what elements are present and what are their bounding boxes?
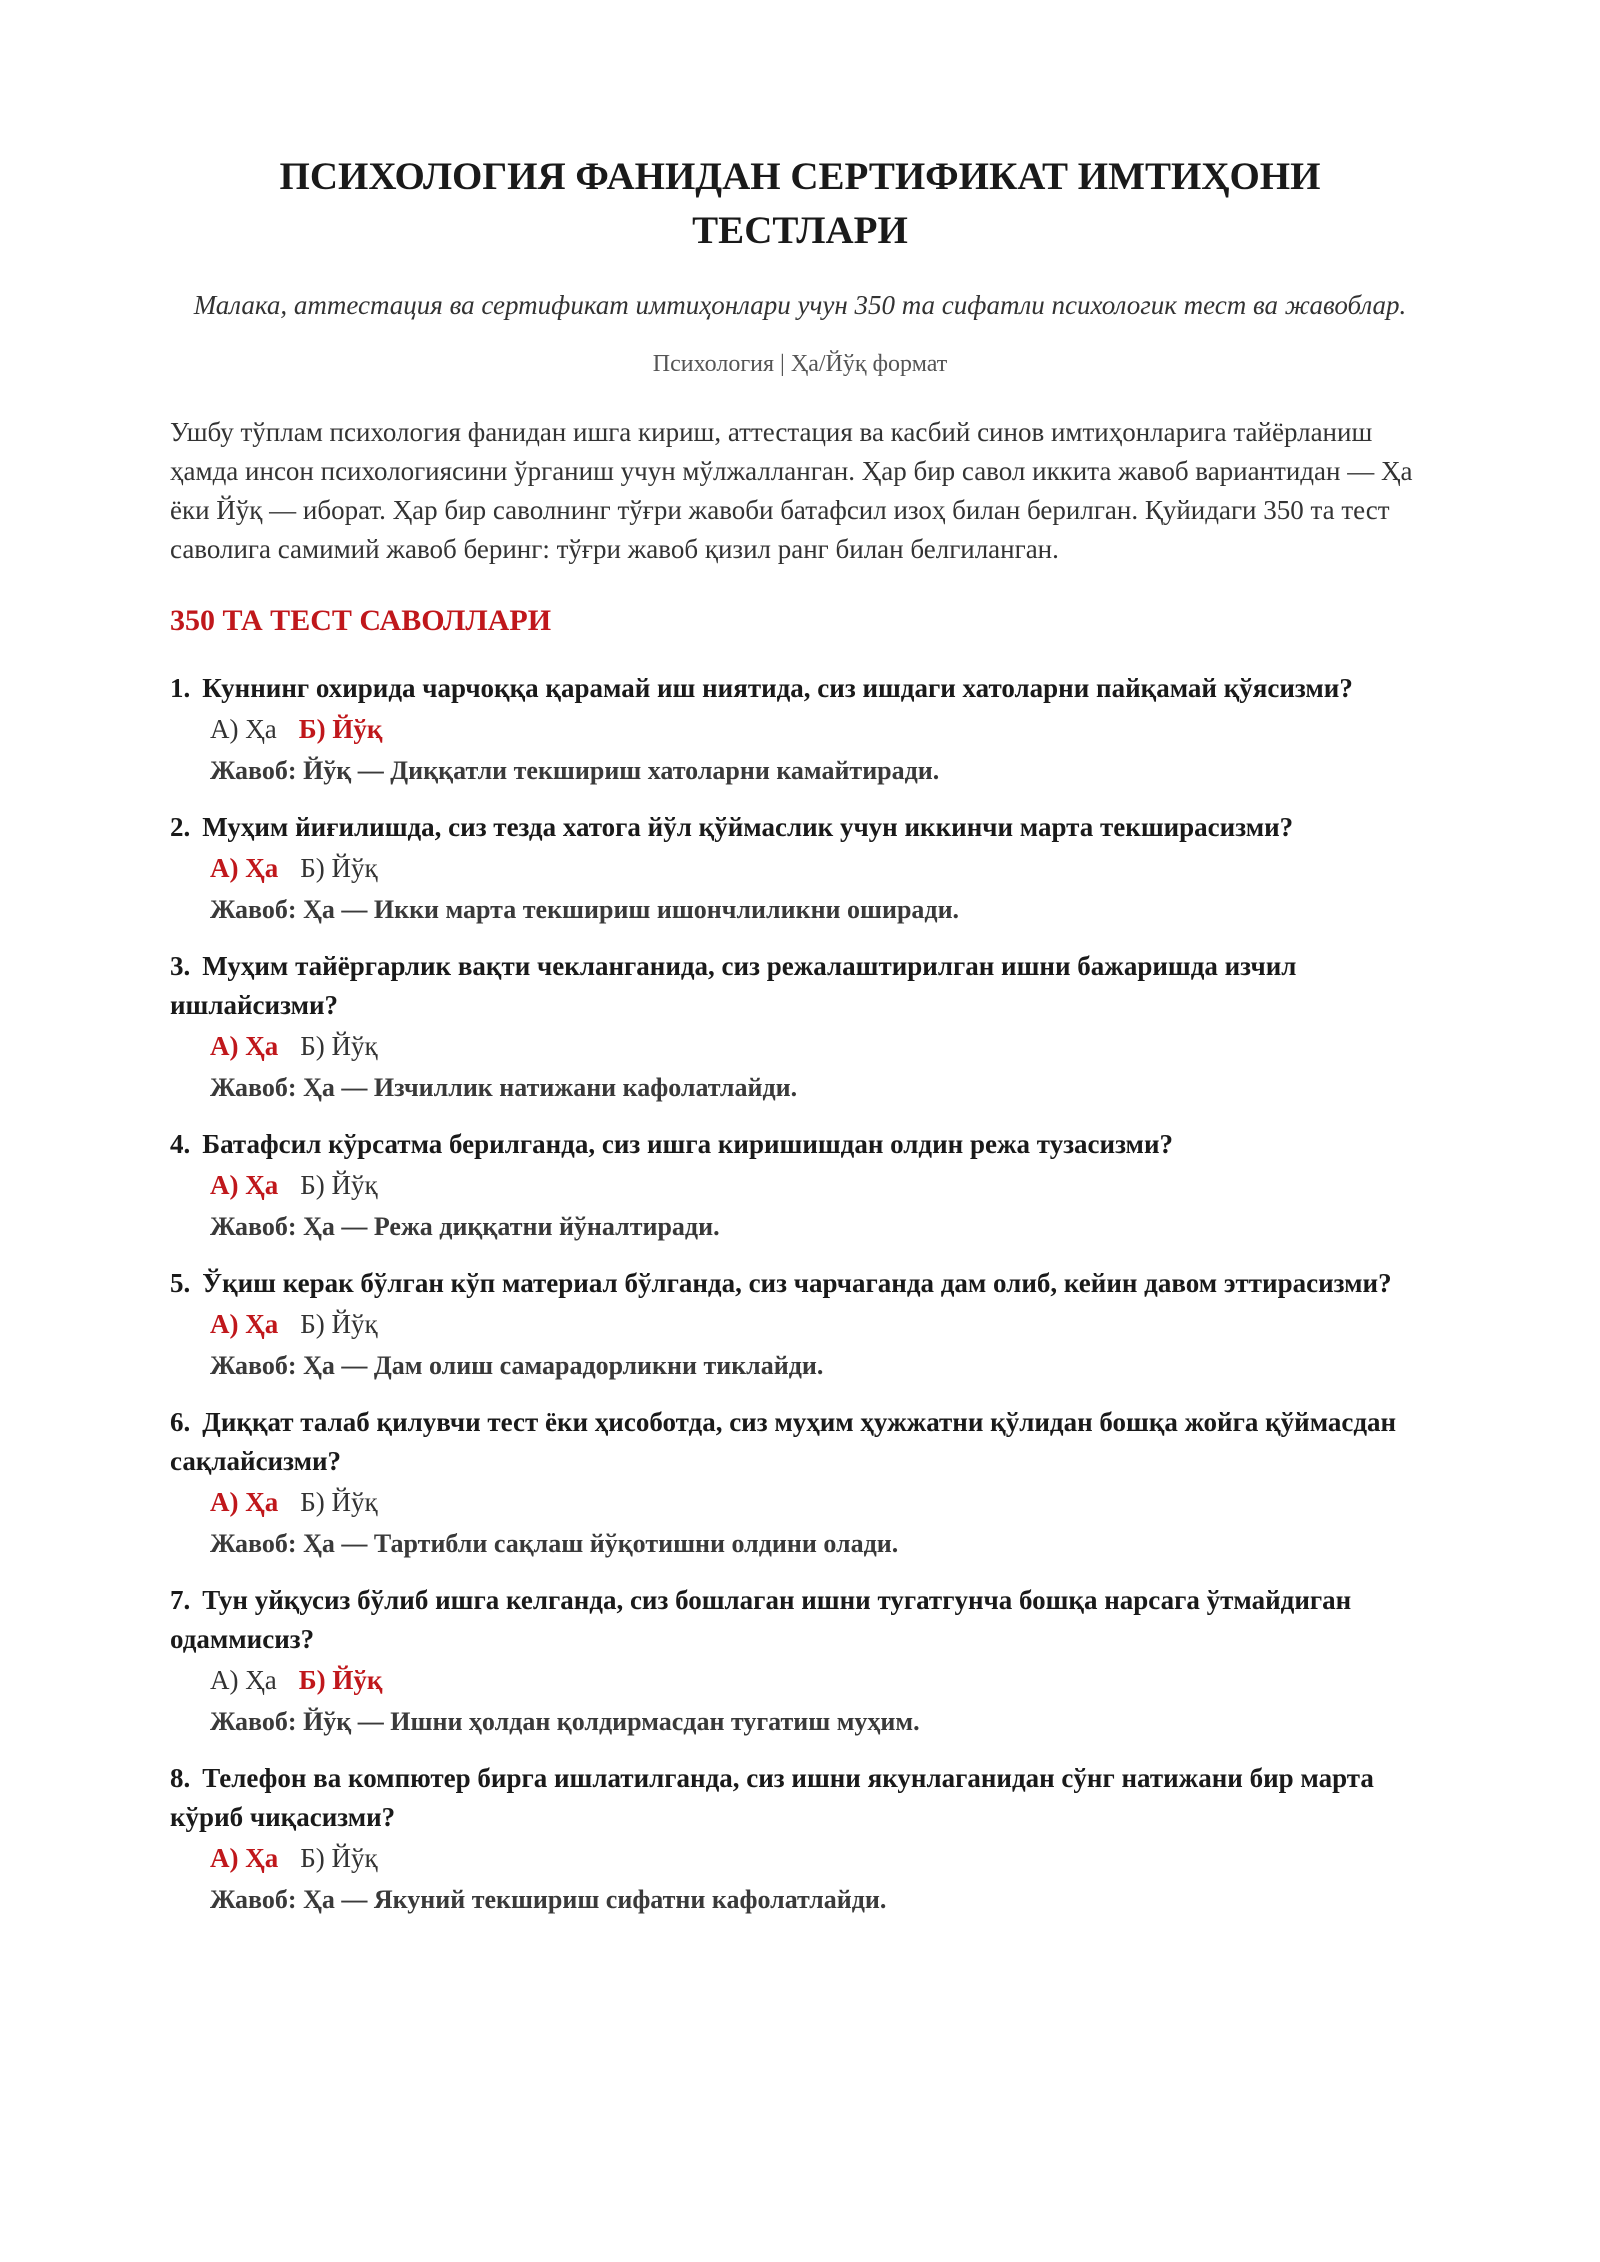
answer-explanation: Жавоб: Ҳа — Икки марта текшириш ишончлиликни оширади. [210, 895, 960, 924]
option-a: А) Ҳа [210, 714, 277, 744]
option-a: А) Ҳа [210, 1487, 279, 1517]
answer-options [170, 1837, 1430, 1879]
answer-explanation: Жавоб: Ҳа — Изчиллик натижани кафолатлайди. [210, 1073, 798, 1102]
answer-options [170, 1303, 1430, 1345]
option-b: Б) Йўқ [300, 1031, 378, 1061]
option-a: А) Ҳа [210, 1309, 279, 1339]
question-body: Диққат талаб қилувчи тест ёки ҳисоботда, сиз муҳим ҳужжатни қўлидан бошқа жойга қўймасдан сақлайсизми? [170, 1407, 1397, 1476]
option-a: А) Ҳа [210, 1665, 277, 1695]
question-number: 1. [170, 673, 191, 703]
intro-paragraph: Ушбу тўплам психология фанидан ишга кириш, аттестация ва касбий синов имтиҳонларига тайёрланиш ҳамда инсон психологиясини ўрганиш учун мўлжалланган. Ҳар бир савол иккита жавоб вариантидан — Ҳа ёки Йўқ — иборат. Ҳар бир саволнинг тўғри жавоби батафсил изоҳ билан берилган. Қуйидаги 350 та тест саволига самимий жавоб беринг: тўғри жавоб қизил ранг билан белгиланган. [170, 417, 1413, 564]
option-b: Б) Йўқ [300, 853, 378, 883]
answer-explanation: Жавоб: Ҳа — Якуний текшириш сифатни кафолатлайди. [210, 1885, 887, 1914]
option-a: А) Ҳа [210, 1170, 279, 1200]
question-text [170, 1403, 1430, 1481]
question-number: 6. [170, 1407, 191, 1437]
answer-options [170, 1481, 1430, 1523]
question-number: 7. [170, 1585, 191, 1615]
question-text [170, 1264, 1430, 1303]
answer-explanation: Жавоб: Ҳа — Режа диққатни йўналтиради. [210, 1212, 720, 1241]
answer-options [170, 708, 1430, 750]
option-b: Б) Йўқ [300, 1843, 378, 1873]
question-body: Муҳим тайёргарлик вақти чекланганида, сиз режалаштирилган ишни бажаришда изчил ишлайсизми? [170, 951, 1297, 1020]
question-number: 2. [170, 812, 191, 842]
answer-options [170, 1164, 1430, 1206]
question-text [170, 947, 1430, 1025]
option-b: Б) Йўқ [300, 1487, 378, 1517]
question-text [170, 669, 1430, 708]
question-text [170, 1581, 1430, 1659]
question-body: Тун уйқусиз бўлиб ишга келганда, сиз бошлаган ишни тугатгунча бошқа нарсага ўтмайдиган одаммисиз? [170, 1585, 1352, 1654]
question-text [170, 1125, 1430, 1164]
document-subtitle: Малака, аттестация ва сертификат имтиҳонлари учун 350 та сифатли психологик тест ва жавоблар. [193, 290, 1407, 320]
question-body: Муҳим йиғилишда, сиз тезда хатога йўл қўймаслик учун иккинчи марта текширасизми? [202, 812, 1294, 842]
answer-explanation: Жавоб: Ҳа — Дам олиш самарадорликни тиклайди. [210, 1351, 824, 1380]
document-meta: Психология | Ҳа/Йўқ формат [652, 351, 948, 377]
question-number: 4. [170, 1129, 191, 1159]
question-text [170, 1759, 1430, 1837]
option-a: А) Ҳа [210, 1031, 279, 1061]
option-b: Б) Йўқ [300, 1170, 378, 1200]
question-item [170, 1403, 1430, 1565]
question-item [170, 808, 1430, 931]
answer-explanation: Жавоб: Ҳа — Тартибли сақлаш йўқотишни олдини олади. [210, 1529, 899, 1558]
option-b: Б) Йўқ [300, 1309, 378, 1339]
question-number: 3. [170, 951, 191, 981]
question-body: Батафсил кўрсатма берилганда, сиз ишга киришишдан олдин режа тузасизми? [202, 1129, 1173, 1159]
question-item [170, 1125, 1430, 1248]
answer-explanation: Жавоб: Йўқ — Ишни ҳолдан қолдирмасдан тугатиш муҳим. [210, 1707, 920, 1736]
question-text [170, 808, 1430, 847]
question-item [170, 1759, 1430, 1921]
answer-options [170, 1025, 1430, 1067]
answer-explanation: Жавоб: Йўқ — Диққатли текшириш хатоларни камайтиради. [210, 756, 940, 785]
question-item [170, 669, 1430, 792]
question-item [170, 1264, 1430, 1387]
option-b: Б) Йўқ [298, 1665, 383, 1695]
option-a: А) Ҳа [210, 853, 279, 883]
option-a: А) Ҳа [210, 1843, 279, 1873]
question-number: 8. [170, 1763, 191, 1793]
question-item [170, 947, 1430, 1109]
question-list [170, 669, 1430, 1921]
document-title: ПСИХОЛОГИЯ ФАНИДАН СЕРТИФИКАТ ИМТИҲОНИ ТЕСТЛАРИ [279, 155, 1321, 252]
question-body: Куннинг охирида чарчоққа қарамай иш ниятида, сиз ишдаги хатоларни пайқамай қўясизми? [202, 673, 1353, 703]
question-body: Ўқиш керак бўлган кўп материал бўлганда, сиз чарчаганда дам олиб, кейин давом эттирасизми? [202, 1268, 1392, 1298]
answer-options [170, 1659, 1430, 1701]
question-body: Телефон ва компютер бирга ишлатилганда, сиз ишни якунлаганидан сўнг натижани бир марта кўриб чиқасизми? [170, 1763, 1374, 1832]
option-b: Б) Йўқ [298, 714, 383, 744]
section-heading: 350 ТА ТЕСТ САВОЛЛАРИ [170, 604, 552, 637]
answer-options [170, 847, 1430, 889]
question-item [170, 1581, 1430, 1743]
question-number: 5. [170, 1268, 191, 1298]
